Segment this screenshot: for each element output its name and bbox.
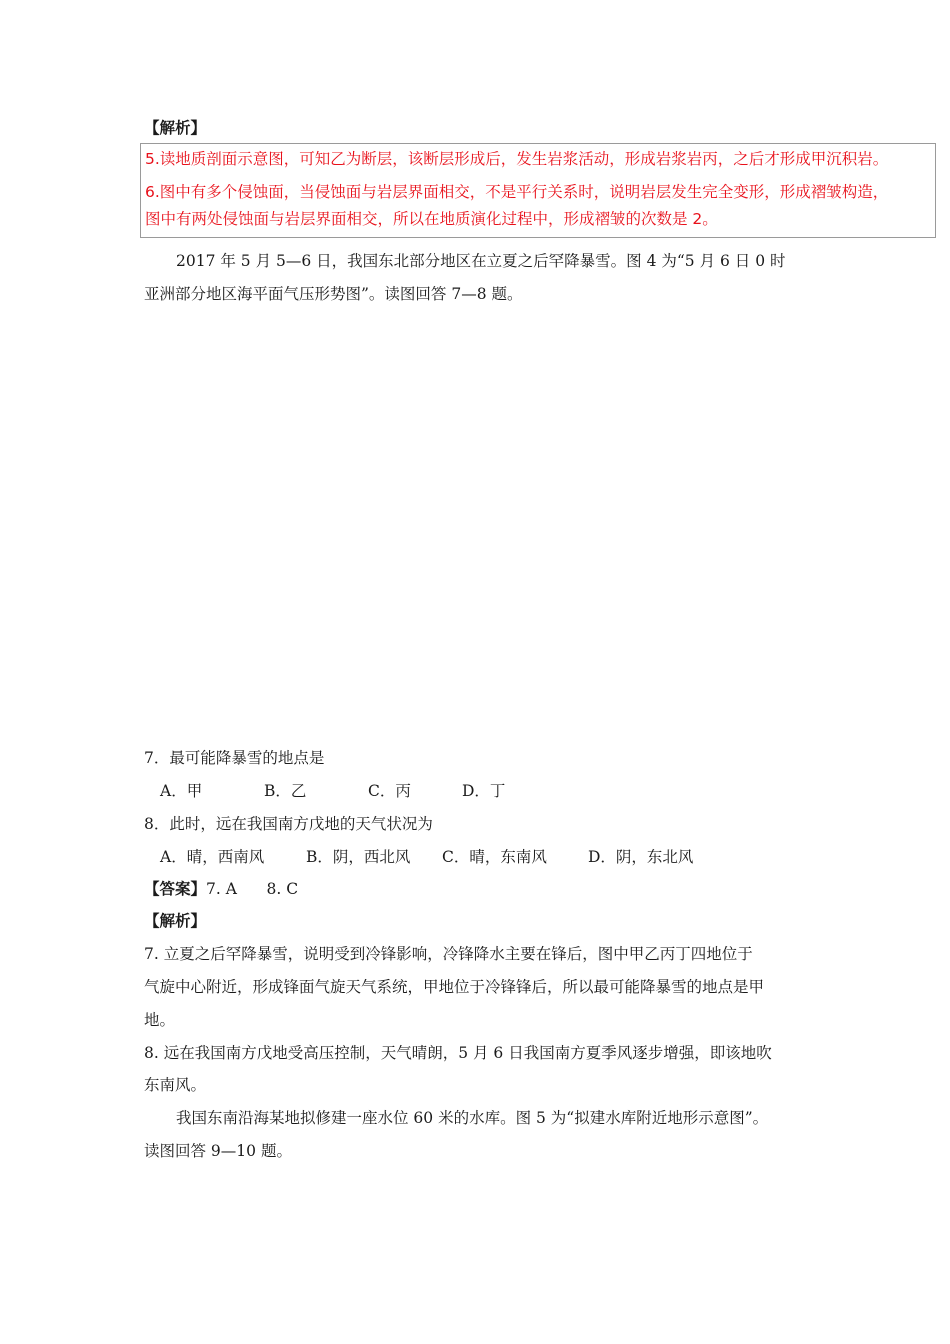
analysis-line-1: 7. 立夏之后罕降暴雪，说明受到冷锋影响，冷锋降水主要在锋后，图中甲乙丙丁四地位于 [144, 945, 753, 963]
intro-line-2: 亚洲部分地区海平面气压形势图”。读图回答 7—8 题。 [144, 285, 523, 303]
red-analysis-line-2: 6.图中有多个侵蚀面，当侵蚀面与岩层界面相交，不是平行关系时，说明岩层发生完全变形，形成褶皱构造， [145, 183, 889, 201]
analysis-line-4: 8. 远在我国南方戊地受高压控制，天气晴朗，5 月 6 日我国南方夏季风逐步增强，即该地吹 [144, 1044, 772, 1062]
analysis-line-2: 气旋中心附近，形成锋面气旋天气系统，甲地位于冷锋锋后，所以最可能降暴雪的地点是甲 [144, 978, 765, 996]
intro2-line-2: 读图回答 9—10 题。 [144, 1142, 292, 1160]
analysis-line-3: 地。 [144, 1011, 176, 1029]
answer-line [144, 879, 298, 899]
question-8-options [160, 847, 693, 867]
question-8-stem: 8．此时，远在我国南方戊地的天气状况为 [144, 815, 433, 833]
red-analysis-line-1: 5.读地质剖面示意图，可知乙为断层，该断层形成后，发生岩浆活动，形成岩浆岩丙，之后才形成甲沉积岩。 [145, 150, 889, 168]
q8-option-a: A．晴，西南风 [160, 848, 265, 866]
answer-text: 7. A 8. C [206, 880, 299, 898]
intro-line-1: 2017 年 5 月 5—6 日，我国东北部分地区在立夏之后罕降暴雪。图 4 为“5 月 6 日 0 时 [176, 252, 786, 270]
q7-option-c: C．丙 [368, 782, 411, 800]
analysis-line-5: 东南风。 [144, 1076, 207, 1094]
q7-option-d: D．丁 [462, 782, 506, 800]
q8-option-b: B．阴，西北风 [306, 848, 411, 866]
analysis-heading-2: 【解析】 [144, 911, 207, 930]
q7-option-b: B．乙 [264, 782, 307, 800]
q7-option-a: A．甲 [160, 782, 203, 800]
intro2-line-1: 我国东南沿海某地拟修建一座水位 60 米的水库。图 5 为“拟建水库附近地形示意图”。 [176, 1109, 769, 1127]
q8-option-c: C．晴，东南风 [442, 848, 547, 866]
q8-option-d: D．阴，东北风 [588, 848, 694, 866]
question-7-stem: 7．最可能降暴雪的地点是 [144, 749, 325, 767]
red-analysis-line-3: 图中有两处侵蚀面与岩层界面相交，所以在地质演化过程中，形成褶皱的次数是 2。 [145, 210, 718, 228]
analysis-heading-1: 【解析】 [144, 118, 207, 137]
answer-label: 【答案】 [144, 879, 207, 898]
question-7-options [160, 781, 505, 801]
